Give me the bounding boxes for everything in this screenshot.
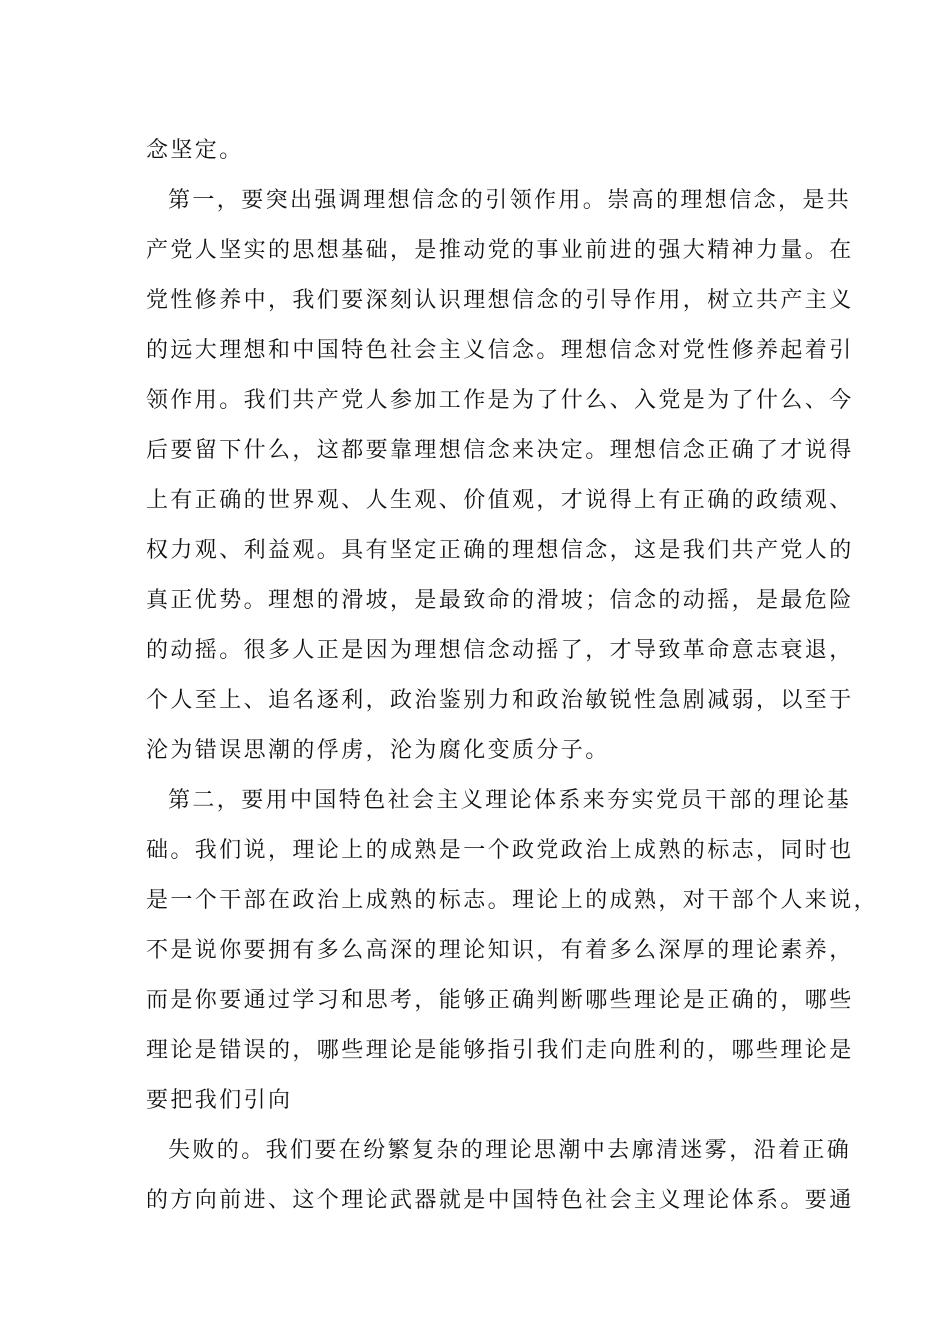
text-line: 的方向前进、这个理论武器就是中国特色社会主义理论体系。要通 [146,1188,854,1213]
text-line: 真正优势。理想的滑坡，是最致命的滑坡；信念的动摇，是最危险 [146,588,854,613]
text-line: 第二，要用中国特色社会主义理论体系来夯实党员干部的理论基 [168,788,852,813]
text-line: 产党人坚实的思想基础，是推动党的事业前进的强大精神力量。在 [146,238,854,263]
text-line: 党性修养中，我们要深刻认识理想信念的引导作用，树立共产主义 [146,288,854,313]
text-line: 的远大理想和中国特色社会主义信念。理想信念对党性修养起着引 [146,338,854,363]
text-line: 不是说你要拥有多么高深的理论知识，有着多么深厚的理论素养， [146,938,854,963]
text-line: 沦为错误思潮的俘虏，沦为腐化变质分子。 [146,738,610,763]
document-body [146,126,879,1226]
text-line: 要把我们引向 [146,1088,293,1113]
text-line: 的动摇。很多人正是因为理想信念动摇了，才导致革命意志衰退， [146,638,854,663]
text-line: 念坚定。 [146,138,244,163]
text-line: 权力观、利益观。具有坚定正确的理想信念，这是我们共产党人的 [146,538,854,563]
text-line: 而是你要通过学习和思考，能够正确判断哪些理论是正确的，哪些 [146,988,854,1013]
text-line: 是一个干部在政治上成熟的标志。理论上的成熟，对干部个人来说， [146,888,879,913]
text-line: 上有正确的世界观、人生观、价值观，才说得上有正确的政绩观、 [146,488,854,513]
text-line: 领作用。我们共产党人参加工作是为了什么、入党是为了什么、今 [146,388,854,413]
text-line: 础。我们说，理论上的成熟是一个政党政治上成熟的标志，同时也 [146,838,854,863]
text-line: 第一，要突出强调理想信念的引领作用。崇高的理想信念，是共 [168,188,852,213]
text-line: 个人至上、追名逐利，政治鉴别力和政治敏锐性急剧减弱，以至于 [146,688,854,713]
text-line: 理论是错误的，哪些理论是能够指引我们走向胜利的，哪些理论是 [146,1038,854,1063]
text-line: 后要留下什么，这都要靠理想信念来决定。理想信念正确了才说得 [146,438,854,463]
text-line: 失败的。我们要在纷繁复杂的理论思潮中去廓清迷雾，沿着正确 [168,1138,852,1163]
